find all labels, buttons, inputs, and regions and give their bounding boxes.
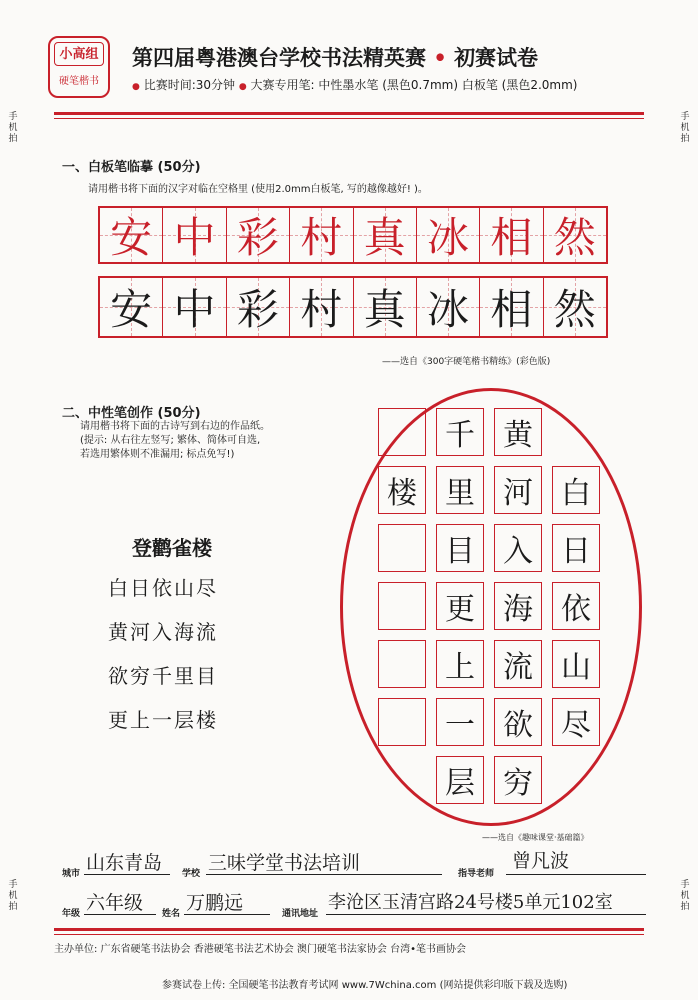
written-char-cell[interactable]: 村	[290, 278, 353, 336]
poem-line: 更上一层楼	[108, 708, 218, 732]
footer-divider-thin	[54, 934, 644, 935]
name-underline	[184, 914, 270, 915]
written-char-cell[interactable]: 然	[544, 278, 606, 336]
school-label: 学校	[182, 869, 201, 879]
section2-instruction: 请用楷书将下面的古诗写到右边的作品纸。 (提示: 从右往左竖写; 繁体、简体可自选, 若选用繁体则不准漏用; 标点免写!)	[80, 421, 270, 460]
model-char-cell: 相	[480, 208, 543, 262]
address-field[interactable]: 李沧区玉清宫路24号楼5单元102室	[328, 892, 613, 913]
grid-cell[interactable]: 白	[552, 466, 600, 514]
written-char-cell[interactable]: 冰	[417, 278, 480, 336]
rules-line: ● 比赛时间:30分钟 ● 大赛专用笔: 中性墨水笔 (黑色0.7mm) 白板笔 (黑色2.0mm)	[132, 78, 578, 92]
school-field[interactable]: 三味学堂书法培训	[208, 852, 361, 874]
grade-underline	[84, 914, 156, 915]
poem-line: 黄河入海流	[108, 620, 218, 644]
grid-cell[interactable]: 尽	[552, 698, 600, 746]
written-char-cell[interactable]: 彩	[227, 278, 290, 336]
header-divider	[54, 112, 644, 115]
grid-cell[interactable]: 千	[436, 408, 484, 456]
grid-cell[interactable]	[378, 698, 426, 746]
section1-instruction: 请用楷书将下面的汉字对临在空格里 (使用2.0mm白板笔, 写的越像越好! )。	[88, 184, 428, 195]
bullet-icon: ●	[132, 82, 140, 92]
page-title: 第四届粤港澳台学校书法精英赛 • 初赛试卷	[132, 45, 539, 70]
side-label-left-top: 手机拍	[8, 112, 18, 144]
grid-cell[interactable]: 上	[436, 640, 484, 688]
poem-line: 欲穷千里目	[108, 664, 218, 688]
grid-cell[interactable]: 海	[494, 582, 542, 630]
teacher-field[interactable]: 曾凡波	[512, 850, 570, 872]
grid-cell[interactable]: 更	[436, 582, 484, 630]
upload-info[interactable]: 参赛试卷上传: 全国硬笔书法教育考试网 www.7Wchina.com (网站提供彩印版下载及选购)	[162, 980, 568, 991]
written-char-cell[interactable]: 中	[163, 278, 226, 336]
model-char-cell: 村	[290, 208, 353, 262]
grid-cell[interactable]	[378, 582, 426, 630]
grid-cell[interactable]: 入	[494, 524, 542, 572]
address-label: 通讯地址	[282, 909, 319, 919]
section2-source: ——选自《趣味课堂·基础篇》	[482, 833, 589, 842]
grid-cell[interactable]: 山	[552, 640, 600, 688]
grid-cell[interactable]: 楼	[378, 466, 426, 514]
bullet-icon: ●	[238, 82, 247, 92]
model-char-cell: 真	[354, 208, 417, 262]
grade-field[interactable]: 六年级	[86, 892, 144, 914]
grid-cell[interactable]: 黄	[494, 408, 542, 456]
side-label-right-top: 手机拍	[680, 112, 690, 144]
group-badge	[48, 36, 110, 98]
section2-heading: 二、中性笔创作 (50分)	[62, 406, 201, 421]
section1-source: ——选自《300字硬笔楷书精练》(彩色版)	[382, 357, 551, 367]
city-field[interactable]: 山东青岛	[86, 852, 163, 874]
model-char-cell: 安	[100, 208, 163, 262]
grid-cell[interactable]	[378, 640, 426, 688]
badge-subtitle: 硬笔楷书	[59, 76, 99, 87]
model-char-cell: 彩	[227, 208, 290, 262]
written-char-cell[interactable]: 安	[100, 278, 163, 336]
grid-cell[interactable]: 目	[436, 524, 484, 572]
written-char-cell[interactable]: 相	[480, 278, 543, 336]
grid-cell[interactable]: 日	[552, 524, 600, 572]
organizers-line: 主办单位: 广东省硬笔书法协会 香港硬笔书法艺术协会 澳门硬笔书法家协会 台湾•笔书画协会	[54, 944, 466, 955]
model-char-cell: 中	[163, 208, 226, 262]
address-underline	[326, 914, 646, 915]
model-char-cell: 冰	[417, 208, 480, 262]
grid-cell[interactable]: 流	[494, 640, 542, 688]
grid-cell[interactable]: 依	[552, 582, 600, 630]
city-label: 城市	[62, 869, 81, 879]
model-char-cell: 然	[544, 208, 606, 262]
written-chars-row	[98, 276, 608, 338]
section1-heading: 一、白板笔临摹 (50分)	[62, 160, 201, 175]
teacher-underline	[506, 874, 646, 875]
badge-title: 小高组	[54, 42, 104, 66]
model-chars-row	[98, 206, 608, 264]
poem-title: 登鹳雀楼	[132, 536, 212, 560]
school-underline	[206, 874, 442, 875]
grid-cell[interactable]: 里	[436, 466, 484, 514]
grid-cell[interactable]: 穷	[494, 756, 542, 804]
header-divider-thin	[54, 118, 644, 119]
side-label-right-bottom: 手机拍	[680, 880, 690, 912]
grid-cell[interactable]: 河	[494, 466, 542, 514]
side-label-left-bottom: 手机拍	[8, 880, 18, 912]
grid-cell[interactable]: 一	[436, 698, 484, 746]
grid-cell[interactable]	[378, 524, 426, 572]
written-char-cell[interactable]: 真	[354, 278, 417, 336]
grade-label: 年级	[62, 909, 81, 919]
grid-cell[interactable]: 欲	[494, 698, 542, 746]
grid-cell[interactable]: 层	[436, 756, 484, 804]
name-label: 姓名	[162, 909, 181, 919]
teacher-label: 指导老师	[458, 869, 495, 879]
city-underline	[84, 874, 170, 875]
grid-cell[interactable]	[378, 408, 426, 456]
name-field[interactable]: 万鹏远	[186, 892, 244, 914]
footer-divider	[54, 928, 644, 931]
poem-line: 白日依山尽	[108, 576, 218, 600]
